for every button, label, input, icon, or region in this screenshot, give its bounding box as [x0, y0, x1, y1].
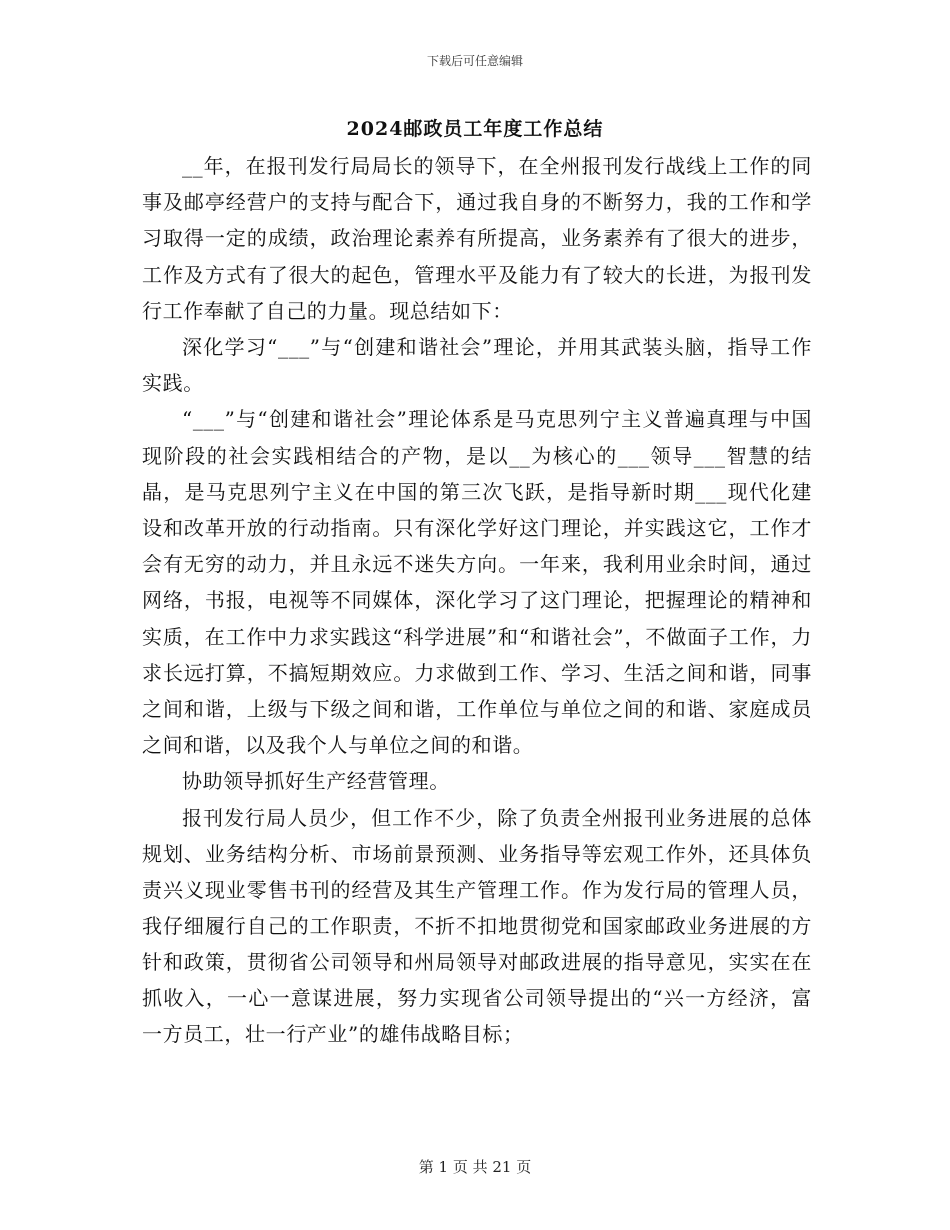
page-number-footer: 第 1 页 共 21 页 — [418, 1158, 532, 1176]
paragraph-theory-study: “___”与“创建和谐社会”理论体系是马克思列宁主义普遍真理与中国现阶段的社会实践相结合的产物，是以__为核心的___领导___智慧的结晶，是马克思列宁主义在中国的第三次飞跃，是指导新时期___现代化建设和改革开放的行动指南。只有深化学好这门理论，并实践这它，工作才会有无穷的动力，并且永远不迷失方向。一年来，我利用业余时间，通过网络，书报，电视等不同媒体，深化学习了这门理论，把握理论的精神和实质，在工作中力求实践这“科学进展”和“和谐社会”，不做面子工作，力求长远打算，不搞短期效应。力求做到工作、学习、生活之间和谐，同事之间和谐，上级与下级之间和谐，工作单位与单位之间的和谐、家庭成员之间和谐，以及我个人与单位之间的和谐。 — [142, 407, 812, 758]
paragraph-section-heading-management: 协助领导抓好生产经营管理。 — [182, 769, 450, 794]
paragraph-management: 报刊发行局人员少，但工作不少，除了负责全州报刊业务进展的总体规划、业务结构分析、市场前景预测、业务指导等宏观工作外，还具体负责兴义现业零售书刊的经营及其生产管理工作。作为发行局的管理人员，我仔细履行自己的工作职责，不折不扣地贯彻党和国家邮政业务进展的方针和政策，贯彻省公司领导和州局领导对邮政进展的指导意见，实实在在抓收入，一心一意谋进展，努力实现省公司领导提出的“兴一方经济，富一方员工，壮一行产业”的雄伟战略目标； — [142, 805, 812, 1046]
paragraph-section-heading-study: 深化学习“___”与“创建和谐社会”理论，并用其武装头脑，指导工作实践。 — [142, 335, 812, 396]
document-title: 2024邮政员工年度工作总结 — [346, 118, 604, 140]
header-note: 下载后可任意编辑 — [426, 54, 523, 68]
paragraph-intro: __年，在报刊发行局局长的领导下，在全州报刊发行战线上工作的同事及邮亭经营户的支持与配合下，通过我自身的不断努力，我的工作和学习取得一定的成绩，政治理论素养有所提高，业务素养有了很大的进步，工作及方式有了很大的起色，管理水平及能力有了较大的长进，为报刊发行工作奉献了自己的力量。现总结如下： — [142, 154, 812, 323]
document-body — [142, 148, 812, 1052]
